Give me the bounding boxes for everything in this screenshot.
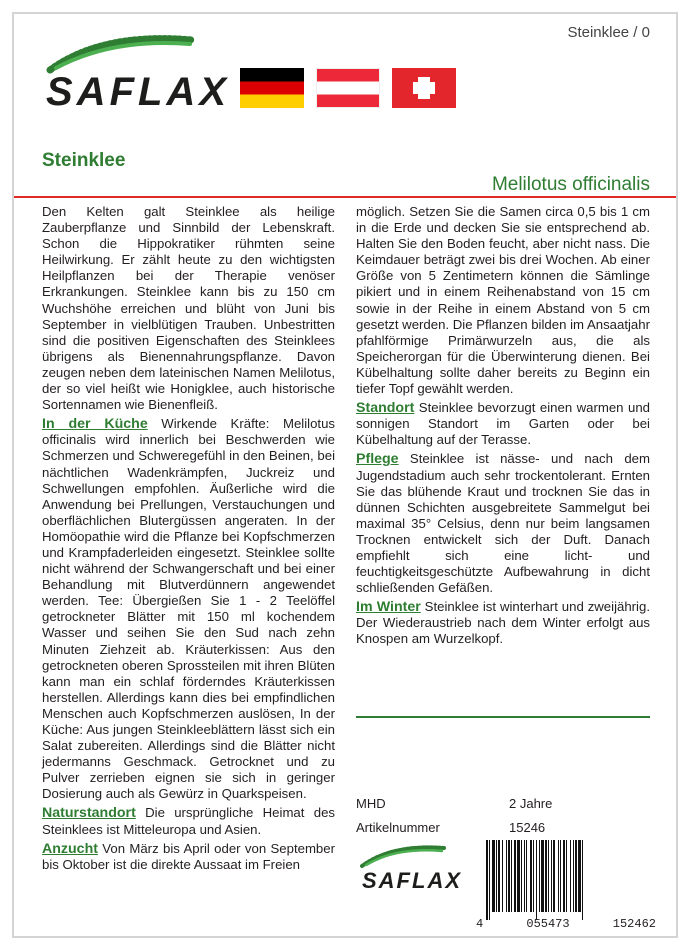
barcode-digit-group: 152462	[612, 917, 656, 931]
brand-name-small: SAFLAX	[362, 868, 462, 893]
mhd-value: 2 Jahre	[509, 796, 553, 811]
sowing-section	[42, 841, 335, 873]
barcode	[476, 840, 656, 932]
kitchen-section	[42, 416, 335, 802]
location-section	[356, 400, 650, 448]
location-text: Steinklee bevorzugt einen warmen und sonnigen Standort im Garten oder bei Kübelhaltung auf der Terasse.	[356, 400, 650, 448]
intro-text: Den Kelten galt Steinklee als heilige Zauberpflanze und Sinnbild der Lebenskraft. Schon die Hippokratiker rühmten seine Heilwirkung. Er zählt heute zu den wichtigsten Heilpflanzen bei der Therapie venöser Erkrankungen. Steinklee kann bis zu 150 cm Wuchshöhe erreichen und blüht von Juni bis September in vielblütigen Trauben. Unbestritten sind die positiven Eigenschaften des Steinklees übrigens als Bienennahrungspflanze. Davon zeugen neben dem lateinischen Namen Melilotus, der so viel heißt wie Honigklee, auch historische Sortennamen wie Bienenfleiß.	[42, 204, 335, 413]
sowing-heading: Anzucht	[42, 840, 98, 857]
kitchen-text: Wirkende Kräfte: Melilotus officinalis wird innerlich bei Beschwerden wie Schmerzen und Schweregefühl in den Beinen, bei nächtlichen Wadenkrämpfen, Juckreiz und Schwellungen empfohlen. Äußerliche wird die Anwendung bei Prellungen, Verstauchungen und oberflächlichen Blutergüssen angeraten. In der Homöopathie wird die Pflanze bei Kopfschmerzen und Krampfaderleiden eingesetzt. Steinklee sollte nicht während der Schwangerschaft und bei einer Behandlung mit Blutverdünnern angewendet werden. Tee: Übergießen Sie 1 - 2 Teelöffel getrockneter Blätter mit 150 ml kochendem Wasser und seihen Sie den Sud nach zehn Minuten Ziehzeit ab. Kräuterkissen: Aus den getrockneten oberen Sprossteilen mit ihren Blüten kann man ein schlaf förderndes Kräuterkissen herstellen. Allerdings kann dies bei empfindlichen Menschen auch Kopfschmerzen auslösen, In der Küche: Aus jungen Steinkleeblättern lässt sich ein Salat zubereiten. Allerdings sind die Blätter nicht jedermanns Geschmack. Getrocknet und zu Pulver zerrieben eignen sie sich in geringer Dosierung auch als Gewürz in Quarkspeisen.	[42, 416, 335, 802]
barcode-bars	[486, 840, 652, 914]
sowing-continued: möglich. Setzen Sie die Samen circa 0,5 bis 1 cm in die Erde und decken Sie sie entsprechend ab. Halten Sie den Boden feucht, aber nicht nass. Die Keimdauer beträgt zwei bis drei Wochen. Ab einer Größe von 5 Zentimetern können die Sämlinge pikiert und in einem Reihenabstand von 15 cm sowie in der Reihe in einem Abstand von 5 cm gesetzt werden. Die Pflanzen bilden im Ansaatjahr pfahlförmige Primärwurzeln aus, die als Speicherorgan für die Überwinterung dienen. Bei Kübelhaltung sollte daher bereits zu Beginn ein tiefer Topf gewählt werden.	[356, 204, 650, 397]
sowing-text: Von März bis April oder von September bis Oktober ist die direkte Aussaat im Freien	[42, 840, 335, 872]
saflax-logo-small	[358, 842, 472, 902]
latin-name: Melilotus officinalis	[491, 174, 650, 195]
barcode-numbers	[476, 917, 656, 931]
article-label: Artikelnummer	[356, 820, 440, 835]
right-column	[356, 204, 650, 648]
mhd-label: MHD	[356, 796, 386, 811]
kitchen-heading: In der Küche	[42, 416, 148, 433]
care-section	[356, 451, 650, 596]
article-value: 15246	[509, 820, 546, 835]
logo-arc-small-icon	[358, 842, 472, 870]
logo-arc-icon	[42, 30, 242, 74]
flags	[240, 68, 456, 108]
section-divider	[356, 716, 650, 718]
switzerland-flag-icon	[392, 68, 456, 108]
location-heading: Standort	[356, 400, 415, 417]
habitat-section	[42, 805, 335, 837]
barcode-digit-group: 4	[476, 917, 484, 931]
barcode-bar	[583, 840, 585, 920]
germany-flag-icon	[240, 68, 304, 108]
corner-label: Steinklee / 0	[567, 24, 650, 41]
product-title: Steinklee	[42, 150, 126, 171]
care-heading: Pflege	[356, 451, 399, 468]
care-text: Steinklee ist nässe- und nach dem Jugendstadium auch sehr trockentolerant. Ernten Sie das blühende Kraut und trocknen Sie das in dünnen Schichten ausgebreitete Sammelgut bei maximal 35° Celsius, denn nur beim langsamen Trocknen entwickelt sich der Duft. Danach empfiehlt sich eine licht- und feuchtigkeitsgeschützte Aufbewahrung in dicht schließenden Gefäßen.	[356, 451, 650, 596]
winter-text: Steinklee ist winterhart und zweijährig. Der Wiederaustrieb nach dem Winter erfolgt aus Knospen am Wurzelkopf.	[356, 599, 650, 647]
saflax-logo	[42, 30, 242, 120]
austria-flag-icon	[316, 68, 380, 108]
winter-section	[356, 599, 650, 647]
habitat-text: Die ursprüngliche Heimat des Steinklees ist Mitteleuropa und Asien.	[42, 805, 335, 837]
habitat-heading: Naturstandort	[42, 805, 136, 822]
brand-name: SAFLAX	[46, 70, 230, 114]
left-column	[42, 204, 335, 873]
barcode-digit-group: 055473	[526, 917, 570, 931]
winter-heading: Im Winter	[356, 599, 421, 616]
